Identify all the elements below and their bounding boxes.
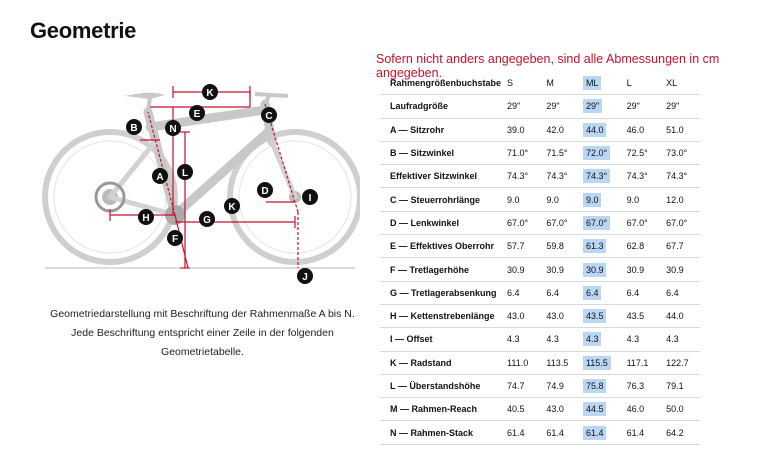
row-label: K — Radstand [380,351,501,374]
table-cell: 44.0 [660,304,700,327]
table-cell: 74.3° [540,165,580,188]
row-label: Effektiver Sitzwinkel [380,165,501,188]
svg-text:B: B [130,123,138,134]
label-marker-g [199,211,215,227]
table-cell: 4.3 [621,328,661,351]
table-cell: 9.0 [540,188,580,211]
table-row [380,374,700,397]
label-marker-f [167,230,183,246]
row-label: I — Offset [380,328,501,351]
table-cell: 61.4 [621,421,661,444]
table-cell: 67.7 [660,235,700,258]
table-cell: 61.4 [501,421,540,444]
table-cell: 75.8 [580,374,621,397]
label-marker-j [297,268,313,284]
geometry-table [380,72,700,445]
row-label: F — Tretlagerhöhe [380,258,501,281]
svg-text:K: K [228,202,236,213]
table-cell: 74.3° [660,165,700,188]
label-marker-i [302,189,318,205]
table-cell: 29" [540,95,580,118]
table-row [380,118,700,141]
label-marker-m [202,84,218,100]
size-xl: XL [660,72,700,95]
row-label: C — Steuerrohrlänge [380,188,501,211]
table-row [380,304,700,327]
table-row [380,211,700,234]
table-cell: 50.0 [660,398,700,421]
table-cell: 113.5 [540,351,580,374]
row-label: A — Sitzrohr [380,118,501,141]
table-cell: 74.9 [540,374,580,397]
table-cell: 117.1 [621,351,661,374]
bike-geometry-diagram [40,72,360,287]
table-row [380,351,700,374]
table-cell: 6.4 [540,281,580,304]
table-cell: 4.3 [660,328,700,351]
svg-text:C: C [265,111,273,122]
page-title: Geometrie [30,18,137,43]
geometry-table-body [380,95,700,444]
table-cell: 111.0 [501,351,540,374]
table-cell: 4.3 [580,328,621,351]
table-row [380,235,700,258]
table-cell: 115.5 [580,351,621,374]
label-marker-n [165,120,181,136]
size-l: L [621,72,661,95]
table-cell: 59.8 [540,235,580,258]
table-cell: 67.0° [660,211,700,234]
svg-text:J: J [302,272,308,283]
table-cell: 6.4 [580,281,621,304]
label-marker-l [177,164,193,180]
table-cell: 67.0° [580,211,621,234]
table-cell: 61.4 [580,421,621,444]
size-s: S [501,72,540,95]
table-cell: 44.5 [580,398,621,421]
table-cell: 61.3 [580,235,621,258]
svg-text:F: F [171,234,179,245]
table-row [380,95,700,118]
table-row [380,328,700,351]
table-cell: 6.4 [501,281,540,304]
table-cell: 6.4 [621,281,661,304]
table-cell: 76.3 [621,374,661,397]
label-marker-e [189,105,205,121]
table-cell: 9.0 [501,188,540,211]
table-cell: 122.7 [660,351,700,374]
table-cell: 30.9 [660,258,700,281]
table-row [380,258,700,281]
row-label: D — Lenkwinkel [380,211,501,234]
table-cell: 67.0° [540,211,580,234]
table-cell: 43.0 [501,304,540,327]
table-cell: 46.0 [621,398,661,421]
table-cell: 72.5° [621,141,661,164]
table-cell: 43.0 [540,398,580,421]
svg-text:H: H [142,213,150,224]
table-cell: 74.3° [580,165,621,188]
label-marker-c [261,107,277,123]
table-cell: 4.3 [540,328,580,351]
table-cell: 4.3 [501,328,540,351]
row-label: N — Rahmen-Stack [380,421,501,444]
table-cell: 43.0 [540,304,580,327]
size-m: M [540,72,580,95]
table-cell: 29" [621,95,661,118]
table-cell: 44.0 [580,118,621,141]
svg-text:K: K [206,88,214,99]
table-cell: 39.0 [501,118,540,141]
size-ml: ML [580,72,621,95]
table-cell: 73.0° [660,141,700,164]
table-cell: 30.9 [621,258,661,281]
table-cell: 46.0 [621,118,661,141]
table-row [380,188,700,211]
table-cell: 29" [660,95,700,118]
table-cell: 43.5 [580,304,621,327]
table-header-row [380,72,700,95]
table-cell: 30.9 [580,258,621,281]
row-label: B — Sitzwinkel [380,141,501,164]
svg-text:L: L [181,168,189,179]
diagram-caption: Geometriedarstellung mit Beschriftung der Rahmenmaße A bis N. Jede Beschriftung entspricht einer Zeile in der folgenden Geometrietabelle. [50,308,355,358]
table-row [380,281,700,304]
table-cell: 9.0 [621,188,661,211]
table-cell: 61.4 [540,421,580,444]
row-label: M — Rahmen-Reach [380,398,501,421]
table-cell: 64.2 [660,421,700,444]
table-cell: 71.0° [501,141,540,164]
row-label: L — Überstandshöhe [380,374,501,397]
svg-text:E: E [193,109,201,120]
table-cell: 29" [580,95,621,118]
table-cell: 40.5 [501,398,540,421]
header-label: Rahmengrößenbuchstabe [380,72,501,95]
table-row [380,141,700,164]
table-cell: 43.5 [621,304,661,327]
table-cell: 71.5° [540,141,580,164]
label-marker-h [138,209,154,225]
table-row [380,165,700,188]
row-label: G — Tretlagerabsenkung [380,281,501,304]
table-cell: 62.8 [621,235,661,258]
svg-text:D: D [261,186,269,197]
table-cell: 6.4 [660,281,700,304]
row-label: H — Kettenstrebenlänge [380,304,501,327]
svg-text:N: N [169,124,177,135]
table-row [380,398,700,421]
units-note: Sofern nicht anders angegeben, sind alle Abmessungen in cm angegeben. [376,52,720,80]
table-cell: 30.9 [540,258,580,281]
table-row [380,421,700,444]
svg-text:A: A [156,172,164,183]
table-cell: 9.0 [580,188,621,211]
table-cell: 67.0° [621,211,661,234]
label-marker-d [257,182,273,198]
table-cell: 29" [501,95,540,118]
table-cell: 57.7 [501,235,540,258]
table-cell: 72.0° [580,141,621,164]
table-cell: 74.7 [501,374,540,397]
table-cell: 74.3° [621,165,661,188]
table-cell: 51.0 [660,118,700,141]
table-cell: 67.0° [501,211,540,234]
label-marker-a [152,168,168,184]
table-cell: 12.0 [660,188,700,211]
svg-text:I: I [308,193,312,204]
row-label: E — Effektives Oberrohr [380,235,501,258]
row-label: Laufradgröße [380,95,501,118]
table-cell: 74.3° [501,165,540,188]
svg-text:G: G [203,215,211,226]
label-marker-k [224,198,240,214]
table-cell: 30.9 [501,258,540,281]
label-marker-b [126,119,142,135]
table-cell: 79.1 [660,374,700,397]
table-cell: 42.0 [540,118,580,141]
